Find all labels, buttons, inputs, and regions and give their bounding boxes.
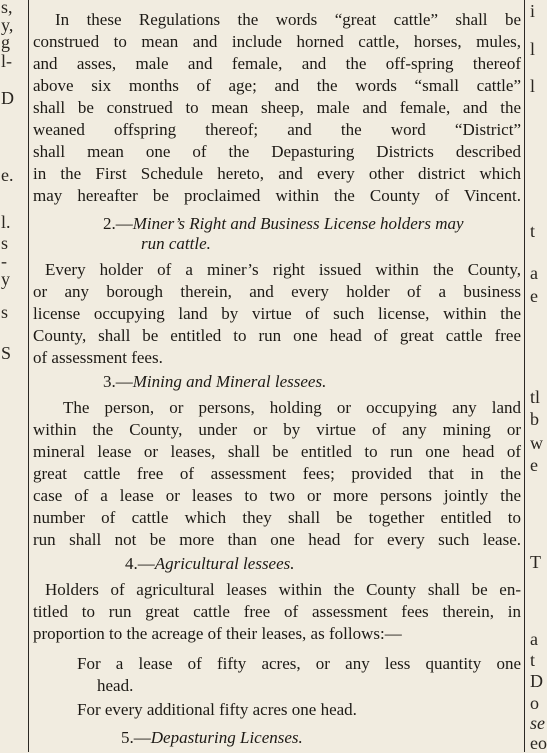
mining-lessees-paragraph-line: mineral lease or leases, shall be entitled to run one head of bbox=[33, 442, 521, 461]
definitions-paragraph-line: construed to mean and include horned cattle, horses, mules, bbox=[33, 32, 521, 51]
right-fragment: b bbox=[530, 409, 539, 429]
miners-right-paragraph-line: license occupying land by virtue of such license, within the bbox=[33, 304, 521, 323]
miners-right-paragraph-line: County, shall be entitled to run one head of great cattle free bbox=[33, 326, 521, 345]
right-fragment: T bbox=[530, 552, 541, 572]
definitions-paragraph-line: shall mean one of the Depasturing Districts described bbox=[33, 142, 521, 161]
section-title: Depasturing Licenses. bbox=[150, 728, 303, 747]
article-column bbox=[33, 0, 521, 752]
mining-lessees-paragraph-line: within the County, under or by virtue of any mining or bbox=[33, 420, 521, 439]
right-fragment: D bbox=[530, 671, 543, 691]
right-fragment: a bbox=[530, 629, 538, 649]
section-3-heading bbox=[103, 372, 521, 392]
column-rule-left bbox=[28, 0, 29, 752]
right-fragment: i bbox=[530, 1, 536, 21]
right-fragment: a bbox=[530, 263, 538, 283]
left-fragment: - bbox=[1, 251, 7, 271]
left-fragment: e. bbox=[1, 165, 14, 185]
left-fragment: s bbox=[1, 233, 9, 253]
miners-right-paragraph-line: or any borough therein, and every holder of a business bbox=[33, 282, 521, 301]
definitions-paragraph-line: and asses, male and female, and the off-spring thereof bbox=[33, 54, 521, 73]
miners-right-paragraph-line: Every holder of a miner’s right issued within the County, bbox=[45, 260, 521, 279]
mining-lessees-paragraph-line: great cattle free of assessment fees; provided that in the bbox=[33, 464, 521, 483]
definitions-paragraph-line: in the First Schedule hereto, and every other district which bbox=[33, 164, 521, 183]
column-rule-right bbox=[524, 0, 525, 752]
section-2-heading bbox=[103, 214, 521, 234]
section-2-heading-continued: run cattle. bbox=[141, 234, 211, 253]
definitions-paragraph-line: above six months of age; and the words “small cattle” bbox=[33, 76, 521, 95]
definitions-paragraph-line: In these Regulations the words “great cattle” shall be bbox=[55, 10, 521, 29]
section-number: 5.— bbox=[121, 728, 151, 747]
section-number: 3.— bbox=[103, 372, 133, 391]
right-fragment: se bbox=[530, 713, 545, 733]
agricultural-lessees-paragraph-line: titled to run great cattle free of assessment fees therein, in bbox=[33, 602, 521, 621]
section-5-heading bbox=[121, 728, 521, 748]
left-fragment: y bbox=[1, 269, 10, 289]
left-fragment: s, bbox=[1, 0, 13, 17]
section-number: 2.— bbox=[103, 214, 133, 233]
right-fragment: l bbox=[530, 39, 536, 59]
right-fragment: e bbox=[530, 455, 538, 475]
left-fragment: l- bbox=[1, 51, 12, 71]
right-fragment: w bbox=[530, 433, 543, 453]
left-fragment: s bbox=[1, 302, 9, 322]
mining-lessees-paragraph-line: case of a lease or leases to two or more persons jointly the bbox=[33, 486, 521, 505]
section-title: Mining and Mineral lessees. bbox=[132, 372, 327, 391]
left-fragment: y, bbox=[1, 15, 14, 35]
list-item: For a lease of fifty acres, or any less quantity one bbox=[77, 654, 521, 673]
list-item-continued: head. bbox=[97, 676, 134, 695]
right-fragment: t bbox=[530, 221, 536, 241]
right-fragment: eo bbox=[530, 733, 547, 753]
right-fragment: o bbox=[530, 693, 539, 713]
miners-right-paragraph-line: of assessment fees. bbox=[33, 348, 163, 367]
mining-lessees-paragraph-line: run shall not be more than one head for every such lease. bbox=[33, 530, 521, 549]
section-title: Miner’s Right and Business License holders may bbox=[132, 214, 464, 233]
mining-lessees-paragraph-line: The person, or persons, holding or occupying any land bbox=[63, 398, 521, 417]
left-fragment: D bbox=[1, 88, 14, 108]
list-item: For every additional fifty acres one head. bbox=[77, 700, 357, 719]
definitions-paragraph-line: shall be construed to mean sheep, male and female, and the bbox=[33, 98, 521, 117]
right-fragment: tl bbox=[530, 387, 541, 407]
left-fragment: S bbox=[1, 343, 12, 363]
agricultural-lessees-paragraph-line: Holders of agricultural leases within the County shall be en- bbox=[45, 580, 521, 599]
left-fragment: l. bbox=[1, 212, 11, 232]
agricultural-lessees-paragraph-line: proportion to the acreage of their leases, as follows:— bbox=[33, 624, 402, 643]
section-title: Agricultural lessees. bbox=[154, 554, 295, 573]
mining-lessees-paragraph-line: number of cattle which they shall be together entitled to bbox=[33, 508, 521, 527]
right-fragment: t bbox=[530, 650, 536, 670]
definitions-paragraph-line: may hereafter be proclaimed within the County of Vincent. bbox=[33, 186, 521, 205]
definitions-paragraph-line: weaned offspring thereof; and the word “District” bbox=[33, 120, 521, 139]
right-fragment: e bbox=[530, 286, 538, 306]
right-fragment: l bbox=[530, 76, 536, 96]
left-fragment: g bbox=[1, 32, 10, 52]
section-number: 4.— bbox=[125, 554, 155, 573]
section-4-heading bbox=[125, 554, 521, 574]
